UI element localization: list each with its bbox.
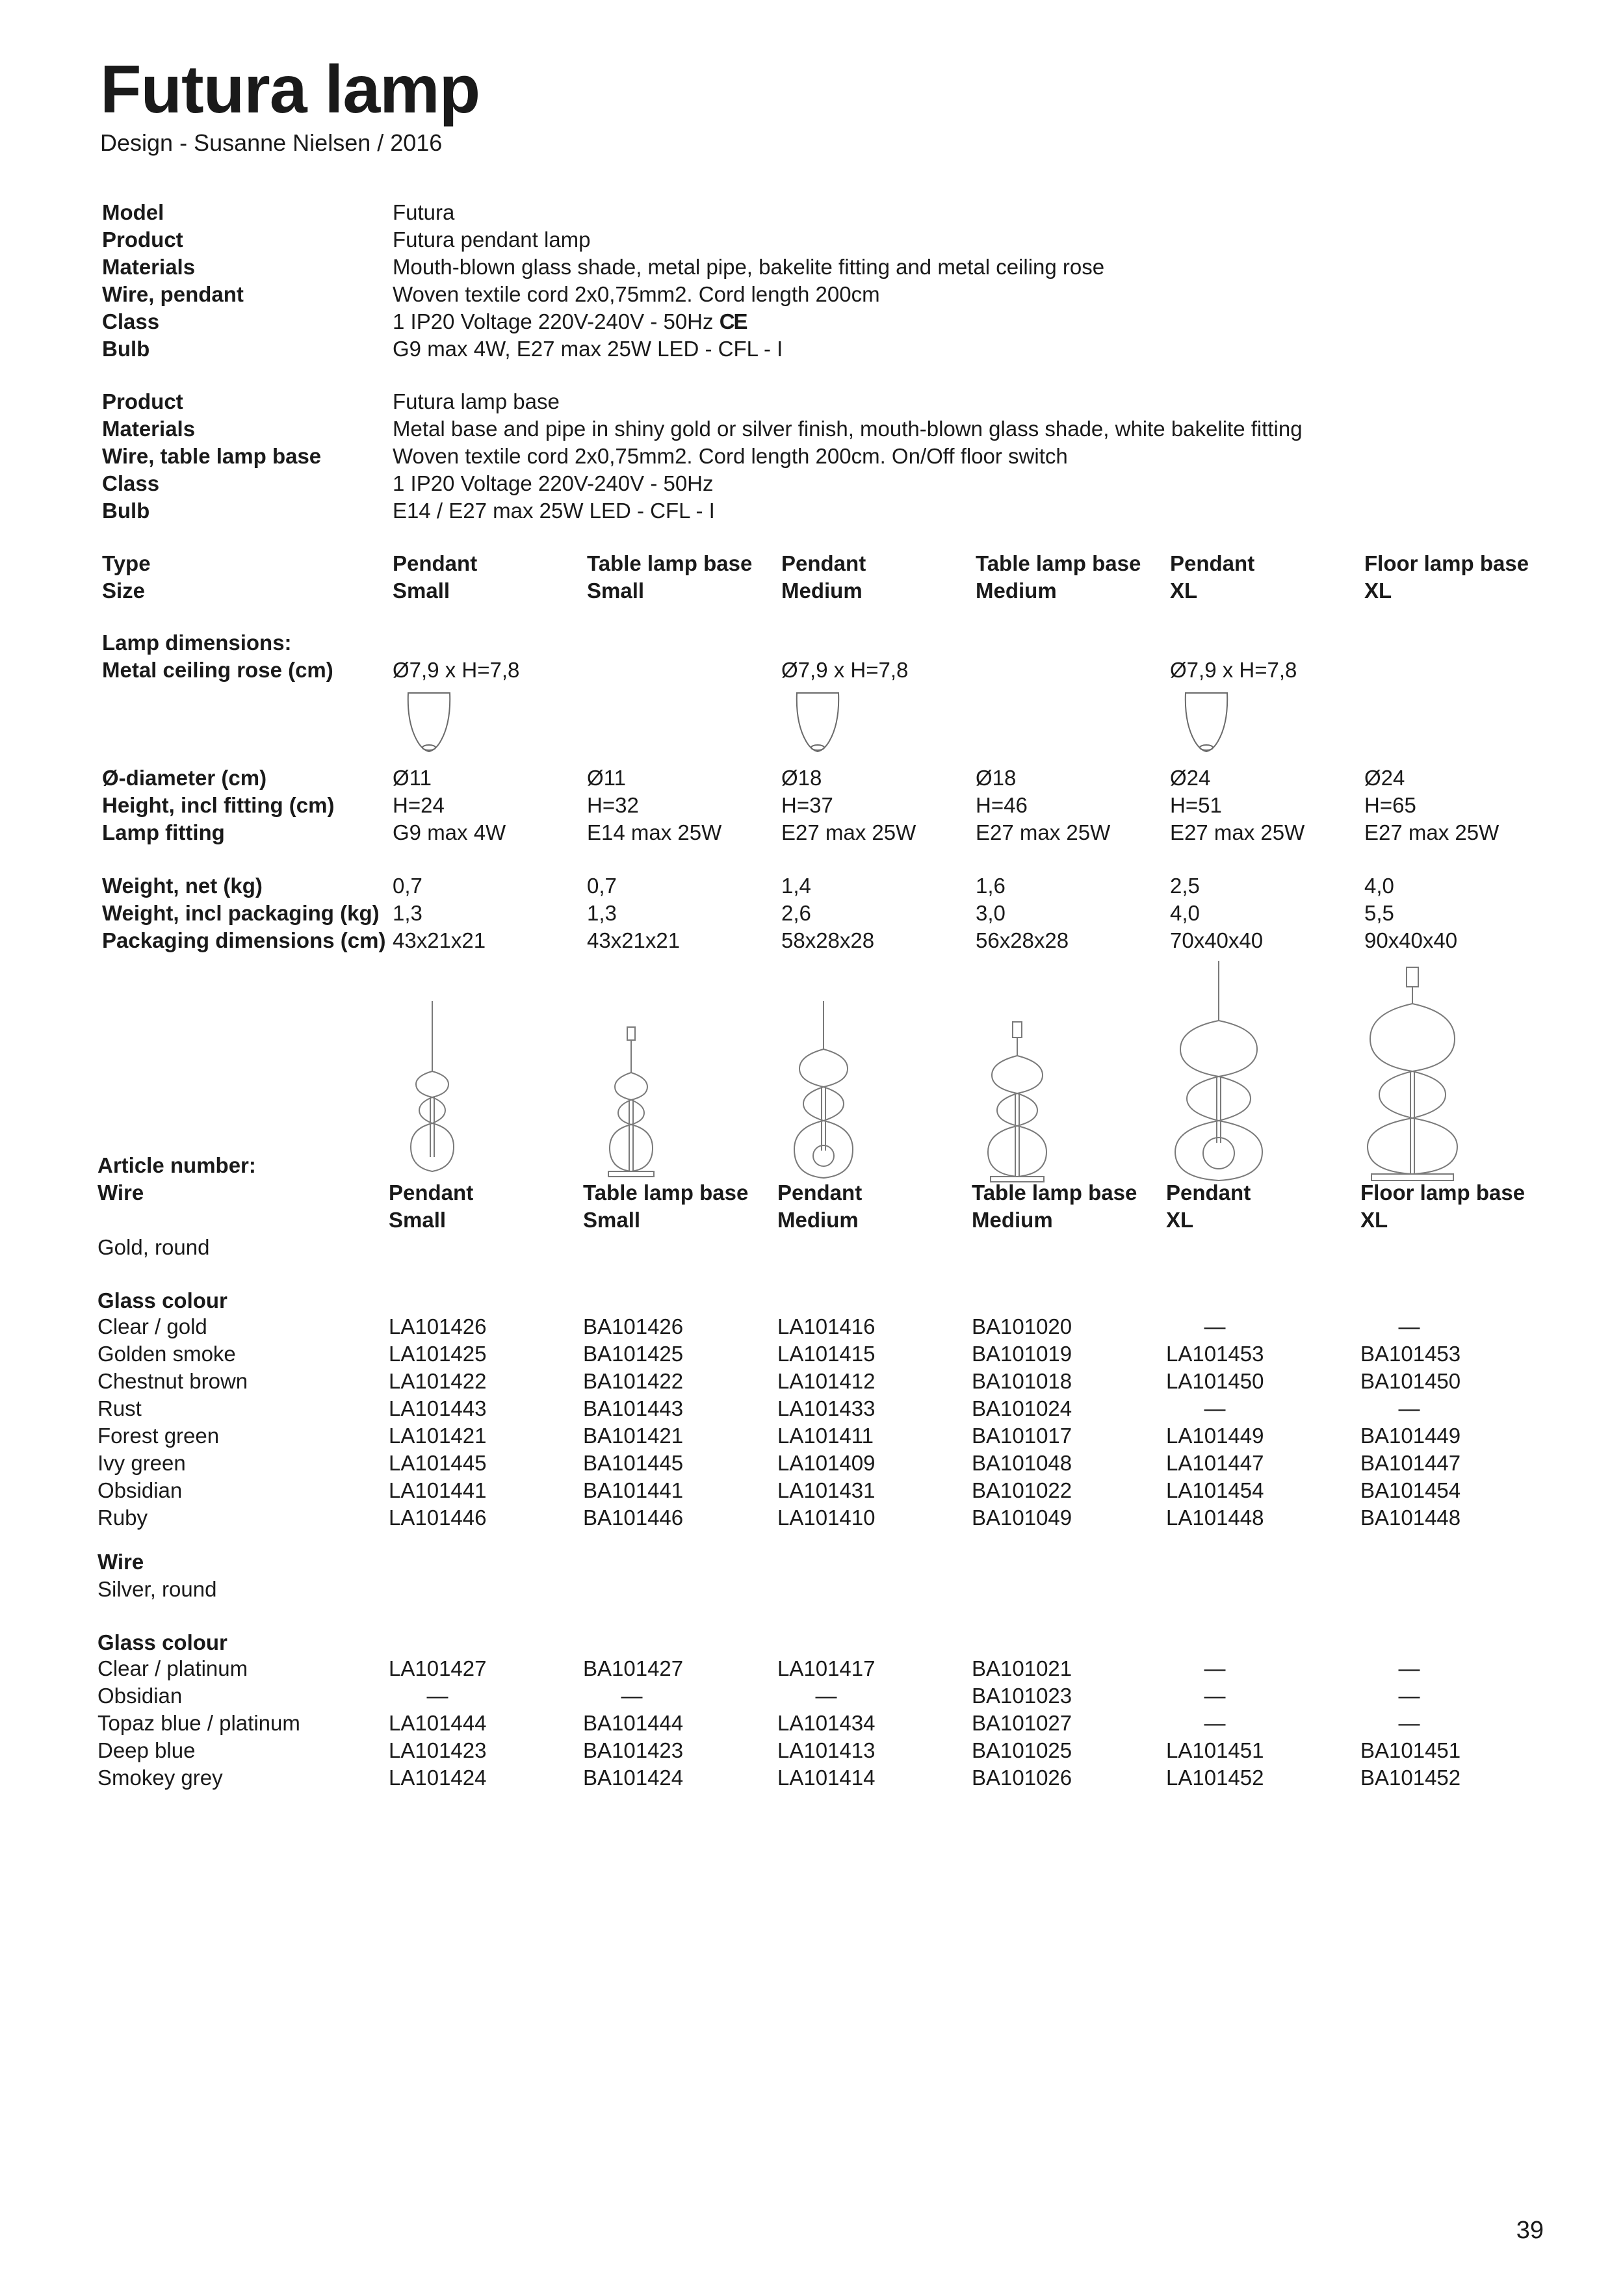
- article-number: LA101409: [777, 1451, 876, 1475]
- colour-name: Topaz blue / platinum: [97, 1711, 300, 1735]
- colour-name: Rust: [97, 1396, 142, 1420]
- weight-pack-value: 1,3: [587, 901, 617, 925]
- article-number: BA101441: [583, 1478, 684, 1502]
- weight-net-value: 4,0: [1364, 874, 1394, 898]
- silver-colours: [97, 1655, 300, 1792]
- pack-dim-value: 43x21x21: [587, 928, 681, 952]
- weight-pack-value: 5,5: [1364, 901, 1394, 925]
- no-article-dash: —: [1398, 1656, 1420, 1680]
- spec-value: Metal base and pipe in shiny gold or silver finish, mouth-blown glass shade, white bakelite fitting: [393, 417, 1303, 441]
- no-article-dash: —: [1398, 1684, 1420, 1708]
- rose-value: Ø7,9 x H=7,8: [393, 658, 520, 682]
- height-value: H=65: [1364, 793, 1416, 817]
- rose-value: Ø7,9 x H=7,8: [781, 658, 909, 682]
- colour-name: Golden smoke: [97, 1342, 236, 1366]
- colour-name: Smokey grey: [97, 1766, 223, 1790]
- type-value: Pendant: [781, 551, 866, 575]
- pack-dim-value: 43x21x21: [393, 928, 486, 952]
- article-number: LA101422: [389, 1369, 487, 1393]
- height-value: H=32: [587, 793, 639, 817]
- page-number: 39: [1516, 2217, 1544, 2244]
- article-number: BA101448: [1360, 1506, 1461, 1530]
- article-number: BA101450: [1360, 1369, 1461, 1393]
- spec-label: Class: [102, 309, 160, 333]
- weight-net-value: 0,7: [393, 874, 422, 898]
- article-number: BA101445: [583, 1451, 684, 1475]
- weight-pack-value: 4,0: [1170, 901, 1200, 925]
- dims2-labels: [102, 764, 334, 846]
- spec-label: Bulb: [102, 499, 150, 523]
- pack-dim-label: Packaging dimensions (cm): [102, 928, 386, 952]
- article-number: BA101446: [583, 1506, 684, 1530]
- type-col-6: [1364, 550, 1529, 605]
- height-value: H=24: [393, 793, 445, 817]
- article-heading: Article number:: [97, 1153, 256, 1177]
- dims-heading: Lamp dimensions:: [102, 631, 292, 655]
- type-label: Type: [102, 551, 151, 575]
- silver-col-4: [972, 1655, 1072, 1792]
- colour-name: Clear / platinum: [97, 1656, 248, 1680]
- size-label: Size: [102, 579, 146, 603]
- no-article-dash: —: [1204, 1396, 1226, 1420]
- diameter-value: Ø11: [393, 766, 432, 790]
- type-value: Table lamp base: [972, 1181, 1137, 1205]
- article-number: BA101422: [583, 1369, 684, 1393]
- article-number: LA101433: [777, 1396, 876, 1420]
- spec-label: Product: [102, 228, 183, 252]
- spec2-labels: [102, 388, 321, 525]
- type-value: Table lamp base: [587, 551, 753, 575]
- silver-col-1: [389, 1655, 486, 1792]
- type-value: Pendant: [1170, 551, 1255, 575]
- no-article-dash: —: [1204, 1656, 1226, 1680]
- colour-name: Deep blue: [97, 1738, 196, 1762]
- size-value: XL: [1170, 579, 1198, 603]
- weight-col-2: [587, 872, 680, 954]
- spec-value: Futura lamp base: [393, 389, 560, 413]
- spec1-values: [393, 199, 1104, 363]
- no-article-dash: —: [1398, 1711, 1420, 1735]
- article-number: LA101445: [389, 1451, 487, 1475]
- dims-col-5: [1170, 764, 1305, 846]
- weight-net-value: 1,6: [976, 874, 1006, 898]
- article-number: LA101446: [389, 1506, 487, 1530]
- size-value: Small: [393, 579, 450, 603]
- colour-name: Ivy green: [97, 1451, 186, 1475]
- height-label: Height, incl fitting (cm): [102, 793, 335, 817]
- type-value: Floor lamp base: [1360, 1181, 1526, 1205]
- type-col-5: [1170, 550, 1254, 605]
- gold-wire-label: Gold, round: [97, 1235, 210, 1259]
- pendant-small-lamp-icon: [396, 1001, 468, 1177]
- weight-col-4: [976, 872, 1069, 954]
- fitting-value: E27 max 25W: [781, 820, 916, 844]
- fitting-value: G9 max 4W: [393, 820, 506, 844]
- spec-value: G9 max 4W, E27 max 25W LED - CFL - I: [393, 337, 783, 361]
- no-article-dash: —: [815, 1684, 837, 1708]
- article-number: BA101018: [972, 1369, 1072, 1393]
- article-number: BA101453: [1360, 1342, 1461, 1366]
- article-number: BA101048: [972, 1451, 1072, 1475]
- pack-dim-value: 70x40x40: [1170, 928, 1264, 952]
- ceiling-rose-icon: [1180, 690, 1232, 755]
- weight-pack-value: 3,0: [976, 901, 1006, 925]
- article-col-3: [777, 1179, 862, 1234]
- pack-dim-value: 58x28x28: [781, 928, 875, 952]
- article-col-2: [583, 1179, 748, 1234]
- spec-value: Woven textile cord 2x0,75mm2. Cord length 200cm. On/Off floor switch: [393, 444, 1068, 468]
- article-col-4: [972, 1179, 1137, 1234]
- article-number: [583, 1682, 683, 1710]
- article-number: BA101021: [972, 1656, 1072, 1680]
- article-number: [1166, 1682, 1264, 1710]
- article-number: BA101017: [972, 1424, 1072, 1448]
- page-title: Futura lamp: [100, 52, 480, 127]
- article-number: LA101441: [389, 1478, 487, 1502]
- silver-wire-heading: Wire: [97, 1550, 144, 1574]
- dims-col-3: [781, 764, 916, 846]
- type-col-2: [587, 550, 752, 605]
- size-value: XL: [1360, 1208, 1388, 1232]
- fitting-value: E27 max 25W: [1170, 820, 1305, 844]
- article-number: LA101413: [777, 1738, 876, 1762]
- weight-pack-value: 1,3: [393, 901, 422, 925]
- article-number: [389, 1682, 486, 1710]
- weight-pack-value: 2,6: [781, 901, 811, 925]
- article-number: BA101427: [583, 1656, 684, 1680]
- article-number: LA101447: [1166, 1451, 1264, 1475]
- dims-col-1: [393, 764, 506, 846]
- colour-name: Obsidian: [97, 1478, 183, 1502]
- pack-dim-value: 56x28x28: [976, 928, 1069, 952]
- gold-glass-heading: Glass colour: [97, 1288, 227, 1312]
- silver-col-3: [777, 1655, 875, 1792]
- spec-label: Product: [102, 389, 183, 413]
- table-lamp-small-icon: [589, 1027, 673, 1180]
- article-number: [1166, 1395, 1264, 1422]
- diameter-value: Ø18: [976, 766, 1017, 790]
- type-value: Floor lamp base: [1364, 551, 1529, 575]
- article-number: [1360, 1682, 1461, 1710]
- pendant-xl-lamp-icon: [1170, 961, 1267, 1182]
- weight-net-label: Weight, net (kg): [102, 874, 263, 898]
- dims-labels: [102, 629, 333, 684]
- floor-lamp-xl-icon: [1364, 967, 1461, 1183]
- weight-col-6: [1364, 872, 1457, 954]
- article-col-6: [1360, 1179, 1525, 1234]
- colour-name: Clear / gold: [97, 1314, 207, 1338]
- article-number: BA101447: [1360, 1451, 1461, 1475]
- article-number: LA101444: [389, 1711, 487, 1735]
- pack-dim-value: 90x40x40: [1364, 928, 1458, 952]
- rose-value: Ø7,9 x H=7,8: [1170, 658, 1297, 682]
- article-number: [1360, 1710, 1461, 1737]
- article-number: LA101415: [777, 1342, 876, 1366]
- weight-col-1: [393, 872, 486, 954]
- spec-value-class: [393, 308, 1104, 335]
- spec-value: E14 / E27 max 25W LED - CFL - I: [393, 499, 715, 523]
- spec-value: 1 IP20 Voltage 220V-240V - 50Hz: [393, 471, 714, 495]
- spec-value: Futura pendant lamp: [393, 228, 591, 252]
- silver-col-6: [1360, 1655, 1461, 1792]
- size-value: Small: [587, 579, 645, 603]
- no-article-dash: —: [621, 1684, 643, 1708]
- article-number: BA101027: [972, 1711, 1072, 1735]
- spec1-labels: [102, 199, 244, 363]
- article-col-5: [1166, 1179, 1251, 1234]
- article-labels: [97, 1152, 256, 1207]
- diameter-label: Ø-diameter (cm): [102, 766, 267, 790]
- size-value: Medium: [781, 579, 863, 603]
- gold-col-6: [1360, 1313, 1461, 1532]
- colour-name: Ruby: [97, 1506, 148, 1530]
- article-number: LA101425: [389, 1342, 487, 1366]
- fitting-value: E14 max 25W: [587, 820, 722, 844]
- article-number: BA101425: [583, 1342, 684, 1366]
- fitting-value: E27 max 25W: [976, 820, 1111, 844]
- spec-label: Wire, table lamp base: [102, 444, 322, 468]
- article-number: BA101449: [1360, 1424, 1461, 1448]
- article-number: BA101049: [972, 1506, 1072, 1530]
- weight-labels: [102, 872, 385, 954]
- dims-col-4: [976, 764, 1110, 846]
- article-number: BA101020: [972, 1314, 1072, 1338]
- colour-name: Forest green: [97, 1424, 220, 1448]
- colour-name: Chestnut brown: [97, 1369, 248, 1393]
- article-number: BA101026: [972, 1766, 1072, 1790]
- type-value: Table lamp base: [583, 1181, 749, 1205]
- article-number: [1166, 1655, 1264, 1682]
- article-number: LA101450: [1166, 1369, 1264, 1393]
- article-number: LA101424: [389, 1766, 487, 1790]
- dims-col-2: [587, 764, 721, 846]
- ceiling-rose-icon: [403, 690, 455, 755]
- spec-label: Model: [102, 200, 164, 224]
- article-number: BA101024: [972, 1396, 1072, 1420]
- size-value: XL: [1364, 579, 1392, 603]
- diameter-value: Ø24: [1364, 766, 1405, 790]
- spec-value: Woven textile cord 2x0,75mm2. Cord length 200cm: [393, 282, 880, 306]
- type-col-3: [781, 550, 866, 605]
- diameter-value: Ø11: [587, 766, 626, 790]
- article-number: BA101019: [972, 1342, 1072, 1366]
- article-number: [1166, 1313, 1264, 1340]
- article-number: LA101449: [1166, 1424, 1264, 1448]
- article-number: BA101022: [972, 1478, 1072, 1502]
- type-value: Pendant: [393, 551, 478, 575]
- size-value: Medium: [777, 1208, 859, 1232]
- article-number: BA101444: [583, 1711, 684, 1735]
- no-article-dash: —: [1204, 1314, 1226, 1338]
- size-value: Small: [583, 1208, 641, 1232]
- article-number: LA101411: [777, 1424, 874, 1448]
- spec-label: Materials: [102, 417, 196, 441]
- pendant-medium-lamp-icon: [781, 1001, 866, 1180]
- silver-col-2: [583, 1655, 683, 1792]
- weight-net-value: 2,5: [1170, 874, 1200, 898]
- dims-col-6: [1364, 764, 1499, 846]
- article-number: LA101451: [1166, 1738, 1264, 1762]
- height-value: H=46: [976, 793, 1028, 817]
- article-number: LA101452: [1166, 1766, 1264, 1790]
- gold-col-1: [389, 1313, 486, 1532]
- no-article-dash: —: [1204, 1684, 1226, 1708]
- silver-glass-heading: Glass colour: [97, 1630, 227, 1654]
- weight-net-value: 1,4: [781, 874, 811, 898]
- spec-label: Wire, pendant: [102, 282, 244, 306]
- spec-label: Bulb: [102, 337, 150, 361]
- colour-name: Obsidian: [97, 1684, 183, 1708]
- article-number: BA101451: [1360, 1738, 1461, 1762]
- article-number: [1166, 1710, 1264, 1737]
- size-value: Medium: [972, 1208, 1053, 1232]
- article-number: BA101421: [583, 1424, 684, 1448]
- ce-mark: CE: [719, 309, 747, 333]
- type-value: Pendant: [1166, 1181, 1251, 1205]
- fitting-label: Lamp fitting: [102, 820, 225, 844]
- article-number: LA101431: [777, 1478, 876, 1502]
- size-value: Small: [389, 1208, 447, 1232]
- article-number: LA101417: [777, 1656, 876, 1680]
- fitting-value: E27 max 25W: [1364, 820, 1500, 844]
- article-number: LA101412: [777, 1369, 876, 1393]
- no-article-dash: —: [1204, 1711, 1226, 1735]
- silver-col-5: [1166, 1655, 1264, 1792]
- spec-value: 1 IP20 Voltage 220V-240V - 50Hz: [393, 309, 714, 333]
- diameter-value: Ø18: [781, 766, 822, 790]
- size-value: XL: [1166, 1208, 1194, 1232]
- article-number: LA101454: [1166, 1478, 1264, 1502]
- type-col-4: [976, 550, 1141, 605]
- article-number: [1360, 1395, 1461, 1422]
- article-number: LA101427: [389, 1656, 487, 1680]
- article-number: [1360, 1313, 1461, 1340]
- article-number: BA101023: [972, 1684, 1072, 1708]
- spec-value: Mouth-blown glass shade, metal pipe, bakelite fitting and metal ceiling rose: [393, 255, 1105, 279]
- article-number: BA101452: [1360, 1766, 1461, 1790]
- article-number: LA101410: [777, 1506, 876, 1530]
- type-value: Table lamp base: [976, 551, 1141, 575]
- spec-value: Futura: [393, 200, 455, 224]
- article-number: BA101454: [1360, 1478, 1461, 1502]
- size-value: Medium: [976, 579, 1057, 603]
- diameter-value: Ø24: [1170, 766, 1211, 790]
- type-value: Pendant: [389, 1181, 474, 1205]
- article-col-1: [389, 1179, 473, 1234]
- gold-col-2: [583, 1313, 683, 1532]
- weight-col-3: [781, 872, 874, 954]
- gold-col-5: [1166, 1313, 1264, 1532]
- type-value: Pendant: [777, 1181, 863, 1205]
- type-labels: [102, 550, 151, 605]
- wire-heading: Wire: [97, 1181, 144, 1205]
- gold-col-3: [777, 1313, 875, 1532]
- article-number: BA101025: [972, 1738, 1072, 1762]
- article-number: LA101443: [389, 1396, 487, 1420]
- no-article-dash: —: [1398, 1396, 1420, 1420]
- article-number: BA101426: [583, 1314, 684, 1338]
- spec2-values: [393, 388, 1303, 525]
- article-number: LA101453: [1166, 1342, 1264, 1366]
- page-subtitle: Design - Susanne Nielsen / 2016: [100, 129, 443, 156]
- height-value: H=37: [781, 793, 833, 817]
- weight-net-value: 0,7: [587, 874, 617, 898]
- article-number: LA101423: [389, 1738, 487, 1762]
- spec-label: Class: [102, 471, 160, 495]
- no-article-dash: —: [426, 1684, 448, 1708]
- table-lamp-medium-icon: [975, 1022, 1059, 1183]
- type-col-1: [393, 550, 477, 605]
- article-number: BA101443: [583, 1396, 684, 1420]
- silver-wire-label: Silver, round: [97, 1577, 217, 1601]
- article-number: LA101426: [389, 1314, 487, 1338]
- article-number: LA101421: [389, 1424, 487, 1448]
- height-value: H=51: [1170, 793, 1222, 817]
- article-number: LA101448: [1166, 1506, 1264, 1530]
- rose-label: Metal ceiling rose (cm): [102, 658, 333, 682]
- article-number: LA101414: [777, 1766, 876, 1790]
- weight-col-5: [1170, 872, 1263, 954]
- article-number: BA101423: [583, 1738, 684, 1762]
- spec-label: Materials: [102, 255, 196, 279]
- no-article-dash: —: [1398, 1314, 1420, 1338]
- gold-colours: [97, 1313, 248, 1532]
- weight-pack-label: Weight, incl packaging (kg): [102, 901, 380, 925]
- article-number: BA101424: [583, 1766, 684, 1790]
- article-number: [777, 1682, 875, 1710]
- ceiling-rose-icon: [792, 690, 844, 755]
- gold-col-4: [972, 1313, 1072, 1532]
- article-number: [1360, 1655, 1461, 1682]
- article-number: LA101434: [777, 1711, 876, 1735]
- article-number: LA101416: [777, 1314, 876, 1338]
